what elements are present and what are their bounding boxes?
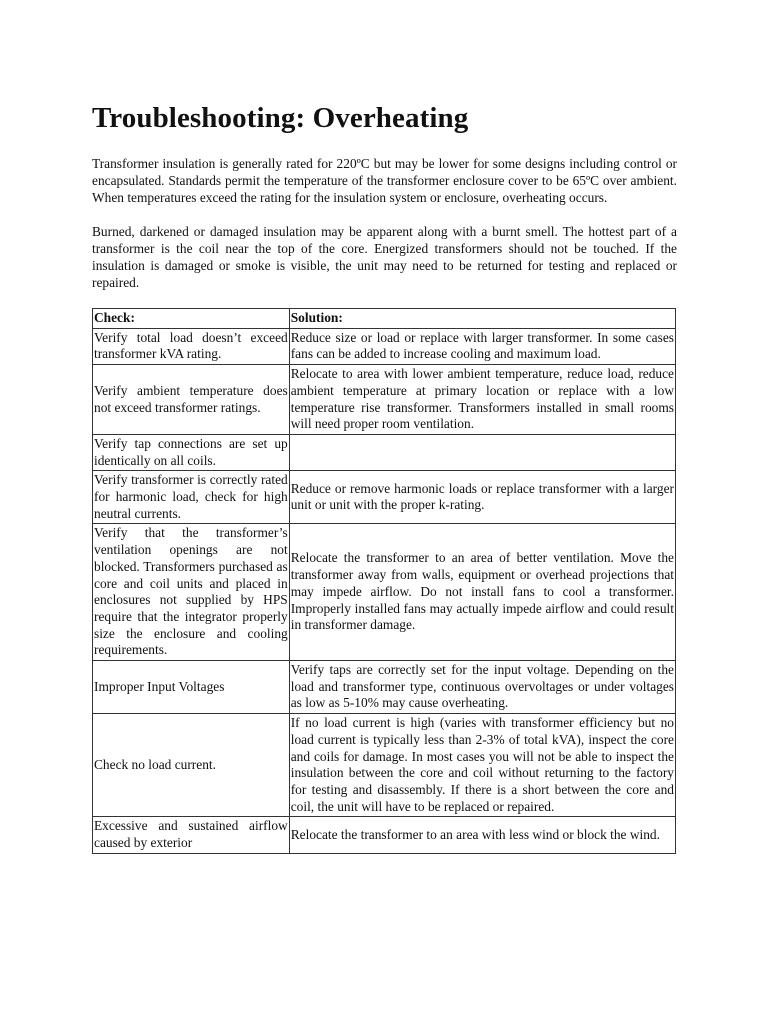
- table-row: [93, 471, 676, 524]
- solution-column-header: Solution:: [289, 309, 675, 329]
- table-row: [93, 365, 676, 435]
- solution-cell: Relocate the transformer to an area with less wind or block the wind.: [289, 817, 675, 853]
- check-column-header: Check:: [93, 309, 290, 329]
- check-cell: Excessive and sustained airflow caused by exterior: [93, 817, 290, 853]
- table-header-row: [93, 309, 676, 329]
- table-row: [93, 817, 676, 853]
- check-cell: Check no load current.: [93, 714, 290, 817]
- table-row: [93, 661, 676, 714]
- table-row: [93, 328, 676, 364]
- solution-cell: Relocate the transformer to an area of better ventilation. Move the transformer away from walls, equipment or overhead projections that may impede airflow. Do not install fans to cool a transformer. Improperly installed fans may actually impede airflow and could result in transformer damage.: [289, 524, 675, 661]
- table-row: [93, 524, 676, 661]
- check-cell: Verify transformer is correctly rated for harmonic load, check for high neutral currents.: [93, 471, 290, 524]
- troubleshooting-table: [92, 308, 676, 854]
- solution-cell: If no load current is high (varies with transformer efficiency but no load current is typically less than 2-3% of total kVA), inspect the core and coils for damage. In most cases you will not be able to inspect the insulation between the core and coil without returning to the factory for testing and disassembly. If there is a short between the core and coil, the unit will have to be replaced or repaired.: [289, 714, 675, 817]
- table-row: [93, 714, 676, 817]
- check-cell: Verify tap connections are set up identically on all coils.: [93, 434, 290, 470]
- document-page: [92, 102, 677, 854]
- solution-cell: Reduce size or load or replace with larger transformer. In some cases fans can be added to increase cooling and maximum load.: [289, 328, 675, 364]
- check-cell: Verify that the transformer’s ventilation openings are not blocked. Transformers purchased as core and coil units and placed in enclosures not supplied by HPS require that the integrator properly size the enclosure and cooling requirements.: [93, 524, 290, 661]
- solution-cell: [289, 434, 675, 470]
- intro-paragraph: Transformer insulation is generally rated for 220ºC but may be lower for some designs including control or encapsulated. Standards permit the temperature of the transformer enclosure cover to be 65ºC over ambient. When temperatures exceed the rating for the insulation system or enclosure, overheating occurs.: [92, 156, 677, 205]
- table-row: [93, 434, 676, 470]
- check-cell: Improper Input Voltages: [93, 661, 290, 714]
- solution-cell: Verify taps are correctly set for the input voltage. Depending on the load and transformer type, continuous overvoltages or under voltages as low as 5-10% may cause overheating.: [289, 661, 675, 714]
- solution-cell: Relocate to area with lower ambient temperature, reduce load, reduce ambient temperature at primary location or replace with a low temperature rise transformer. Transformers installed in small rooms will need proper room ventilation.: [289, 365, 675, 435]
- page-title: Troubleshooting: Overheating: [92, 102, 469, 134]
- check-cell: Verify total load doesn’t exceed transformer kVA rating.: [93, 328, 290, 364]
- solution-cell: Reduce or remove harmonic loads or replace transformer with a larger unit or unit with the proper k-rating.: [289, 471, 675, 524]
- check-cell: Verify ambient temperature does not exceed transformer ratings.: [93, 365, 290, 435]
- damage-paragraph: Burned, darkened or damaged insulation may be apparent along with a burnt smell. The hottest part of a transformer is the coil near the top of the core. Energized transformers should not be touched. If the insulation is damaged or smoke is visible, the unit may need to be returned for testing and replaced or repaired.: [92, 224, 677, 290]
